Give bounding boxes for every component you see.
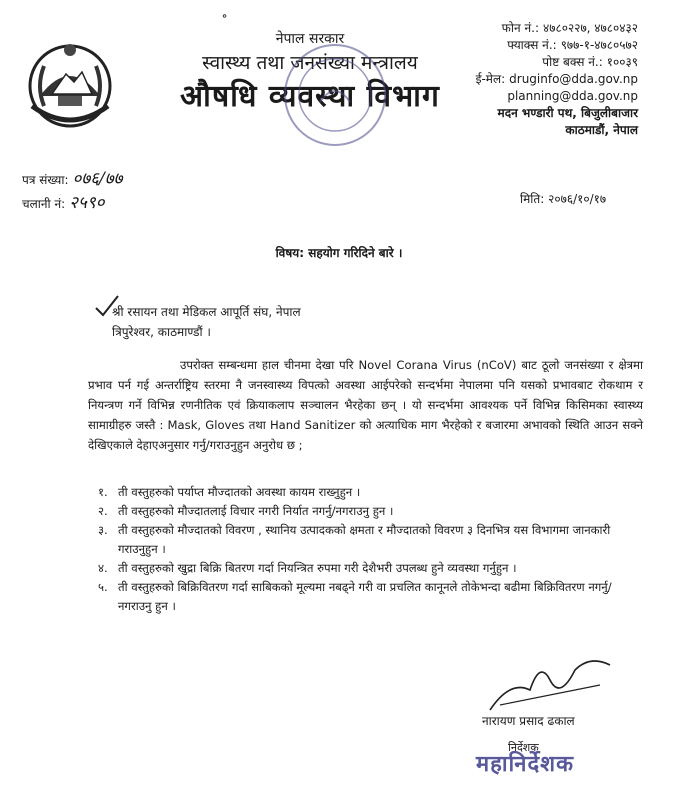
subject-line: विषय: सहयोग गरिदिने बारे । xyxy=(275,246,403,260)
dispatch-number: चलानी नं: २५९० xyxy=(22,193,105,213)
email-line: ई-मेल: druginfo@dda.gov.np xyxy=(475,72,638,86)
request-list xyxy=(98,483,643,616)
recipient-line-2: त्रिपुरेश्वर, काठमाण्डौं । xyxy=(112,325,211,339)
email-secondary[interactable]: planning@dda.gov.np xyxy=(507,89,638,103)
address-line-2: काठमाडौं, नेपाल xyxy=(565,123,638,137)
nepal-emblem-icon xyxy=(22,36,118,132)
signer-designation: निर्देशक xyxy=(508,741,539,754)
letter-number-value: ०७६/७७ xyxy=(72,169,123,189)
list-item: ४. ती वस्तुहरुको खुद्रा बिक्रि बितरण गर्दा नियन्त्रित रुपमा गरी देशैभरी उपलब्ध हुने व्यवस्था गर्नुहुन । xyxy=(98,561,517,575)
list-item: ३. ती वस्तुहरुको मौज्दातको विवरण , स्थानिय उत्पादकको क्षमता र मौज्दातको विवरण ३ दिनभित्र यस विभागमा जानकारी गराउनुहुन । xyxy=(98,523,611,556)
signer-name: नारायण प्रसाद ढकाल xyxy=(482,714,575,728)
list-item: १. ती वस्तुहरुको पर्याप्त मौज्दातको अवस्था कायम राख्नुहुन । xyxy=(98,485,361,499)
letter-date: मिति: २०७६/१०/१७ xyxy=(520,192,607,206)
department-seal-icon xyxy=(280,40,390,150)
recipient-line-1: श्री रसायन तथा मेडिकल आपूर्ति संघ, नेपाल xyxy=(112,305,301,319)
letter-date-value: २०७६/१०/१७ xyxy=(548,192,607,206)
pobox-line: पोष्ट बक्स नं.: १००३९ xyxy=(542,55,638,69)
pobox-number: १००३९ xyxy=(606,55,638,69)
signature-icon xyxy=(480,650,620,720)
ministry-name: स्वास्थ्य तथा जनसंख्या मन्त्रालय xyxy=(202,52,418,74)
contact-block xyxy=(408,20,638,139)
phone-line: फोन नं.: ४७८०२२७, ४७८०४३२ xyxy=(501,21,638,35)
dispatch-number-value: २५९० xyxy=(69,193,105,213)
designation-stamp: महानिर्देशक xyxy=(476,752,574,777)
government-name: नेपाल सरकार xyxy=(275,31,345,47)
fax-number: ९७७-१-४७८०५७२ xyxy=(560,38,638,52)
address-line-1: मदन भण्डारी पथ, बिजुलीबाजार xyxy=(497,106,638,120)
recipient-address xyxy=(112,302,301,342)
list-item: ५. ती वस्तुहरुको बिक्रिवितरण गर्दा साबिकको मूल्यमा नबढ्ने गरी वा प्रचलित कानूनले तोकेभन्दा बढीमा बिक्रिवितरण नगर्नु/नगराउनु हुन । xyxy=(98,580,612,613)
phone-number: ४७८०२२७, ४७८०४३२ xyxy=(543,21,638,35)
email-primary[interactable]: druginfo@dda.gov.np xyxy=(509,72,638,86)
department-name: औषधि व्यवस्था विभाग xyxy=(180,79,440,114)
list-item: २. ती वस्तुहरुको मौज्दातलाई विचार नगरी निर्यात नगर्नु/नगराउनु हुन । xyxy=(98,504,394,518)
body-paragraph: उपरोक्त सम्बन्धमा हाल चीनमा देखा परि Novel Corana Virus (nCoV) बाट ठूलो जनसंख्या र क्षेत्रमा प्रभाव पर्न गई अन्तर्राष्ट्रिय स्तरमा नै जनस्वास्थ्य विपत्को अवस्था आईपरेको सन्दर्भमा नेपालमा पनि यसको प्रभावबाट रोकथाम र नियन्त्रण गर्ने विभिन्न रणनीतिक एवं क्रियाकलाप सञ्चालन भैरहेका छन् । यो सन्दर्भमा आवश्यक पर्ने विभिन्न किसिमका स्वास्थ्य सामाग्रीहरु जस्तै : Mask, Gloves तथा Hand Sanitizer को अत्याधिक माग भैरहेको र बजारमा अभावको स्थिति आउन सक्ने देखिएकाले देहाएअनुसार गर्नु/गराउनुहुन अनुरोध छ ; xyxy=(88,358,643,452)
letter-body xyxy=(88,355,643,455)
letter-number: पत्र संख्या: ०७६/७७ xyxy=(22,169,123,189)
fax-line: फ्याक्स नं.: ९७७-१-४७८०५७२ xyxy=(507,38,638,52)
top-mark: ॰ xyxy=(222,10,228,24)
